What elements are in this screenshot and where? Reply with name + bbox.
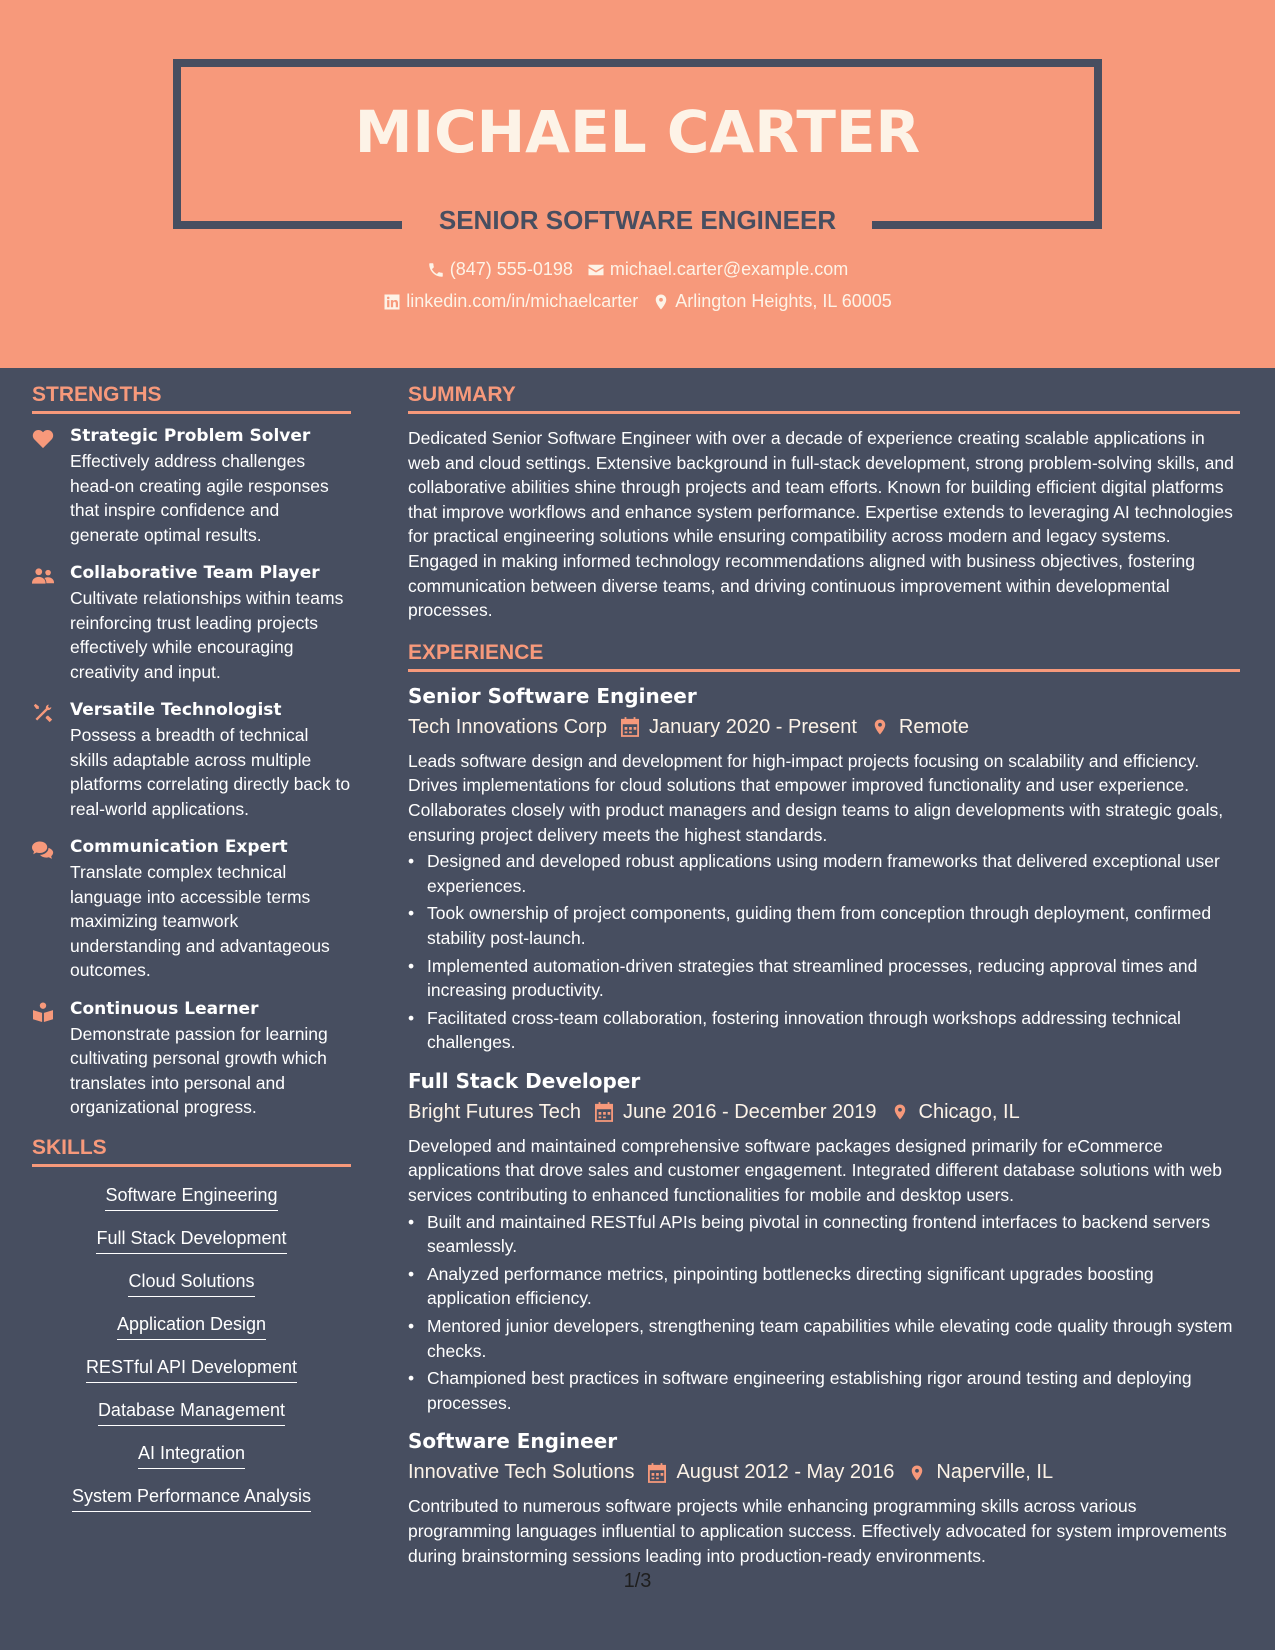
envelope-icon [587, 261, 605, 279]
heart-icon [32, 429, 54, 449]
phone-icon [427, 261, 445, 279]
email-text: michael.carter@example.com [609, 259, 849, 279]
calendar-icon [595, 1102, 613, 1122]
skill-item: RESTful API Development [86, 1357, 297, 1383]
candidate-name: MICHAEL CARTER [354, 98, 921, 166]
location-text: Arlington Heights, IL 60005 [675, 291, 892, 311]
strength-item [32, 426, 351, 547]
header-banner [0, 0, 1275, 368]
bullet-item: • Implemented automation-driven strategies that streamlined processes, reducing approval times and increasing productivity. [408, 954, 1240, 1003]
strength-item [32, 999, 351, 1120]
job-desc: Developed and maintained comprehensive software packages designed primarily for eCommerce applications that drove sales and customer engagement. Integrated different database solutions with web services contributing to enhanced functionalities for mobile and desktop users. [408, 1135, 1222, 1206]
strength-title: Versatile Technologist [70, 700, 282, 720]
contact-location [652, 291, 891, 312]
bullet-item: • Took ownership of project components, guiding them from conception through deployment, confirmed stability post-launch. [408, 901, 1240, 950]
job-location: Naperville, IL [936, 1461, 1054, 1484]
strength-title: Collaborative Team Player [70, 563, 320, 583]
job-entry [408, 1069, 1240, 1416]
map-pin-icon [908, 1463, 926, 1483]
skill-item: Application Design [117, 1314, 266, 1340]
right-column [408, 383, 1240, 1578]
job-meta [408, 716, 1240, 739]
job-role: Senior Software Engineer [408, 683, 697, 708]
job-location: Chicago, IL [918, 1100, 1020, 1123]
job-entry [408, 1429, 1240, 1568]
bullet-item: • Built and maintained RESTful APIs being pivotal in connecting frontend interfaces to backend servers seamlessly. [408, 1210, 1240, 1259]
skill-item: Full Stack Development [96, 1228, 286, 1254]
job-meta [408, 1101, 1240, 1124]
job-desc: Leads software design and development for high-impact projects focusing on scalability and efficiency. Drives implementations for cloud solutions that empower improved functionality and user experience. Collaborates closely with product managers and design teams to align developments with strategic goals, ensuring project delivery meets the highest standards. [408, 750, 1224, 845]
contact-phone[interactable] [427, 259, 573, 280]
contact-email[interactable] [587, 259, 848, 280]
strength-desc: Effectively address challenges head-on creating agile responses that inspire confidence and generate optimal results. [70, 451, 329, 545]
strength-title: Communication Expert [70, 837, 288, 857]
skill-item: Database Management [98, 1400, 285, 1426]
map-pin-icon [652, 293, 670, 311]
skill-item: Cloud Solutions [128, 1271, 254, 1297]
contact-linkedin[interactable] [383, 291, 638, 312]
calendar-icon [648, 1463, 666, 1483]
page-number: 1/3 [623, 1570, 652, 1592]
job-desc: Contributed to numerous software projects while enhancing programming skills across various programming languages influential to application success. Effectively advocated for system improvements during brainstorming sessions leading into production-ready environments. [408, 1496, 1227, 1566]
skill-item: Software Engineering [105, 1185, 277, 1211]
learner-icon [32, 1002, 54, 1022]
linkedin-text: linkedin.com/in/michaelcarter [406, 291, 639, 311]
contact-row-1 [0, 259, 1275, 280]
contact-row-2 [0, 291, 1275, 312]
map-pin-icon [871, 717, 889, 737]
job-dates: August 2012 - May 2016 [676, 1461, 895, 1484]
skills-heading: SKILLS [32, 1136, 351, 1167]
job-company: Bright Futures Tech [408, 1100, 582, 1123]
left-column [32, 383, 351, 1529]
job-dates: June 2016 - December 2019 [623, 1100, 877, 1123]
job-role: Full Stack Developer [408, 1068, 641, 1093]
strength-item [32, 837, 351, 983]
job-location: Remote [898, 715, 969, 738]
strength-title: Strategic Problem Solver [70, 426, 311, 446]
strength-title: Continuous Learner [70, 998, 259, 1019]
summary-text: Dedicated Senior Software Engineer with over a decade of experience creating scalable applications in web and cloud settings. Extensive background in full-stack development, strong problem-solving skills, and collaborative abilities shine through projects and team efforts. Known for building efficient digital platforms that improve workflows and enhance system performance. Expertise extends to leveraging AI technologies for practical engineering solutions while ensuring compatibility across modern and legacy systems. Engaged in making informed technology recommendations aligned with business objectives, fostering communication between diverse teams, and driving continuous improvement within developmental processes. [408, 428, 1234, 621]
bullet-item: • Analyzed performance metrics, pinpointing bottlenecks directing significant upgrades boosting application efficiency. [408, 1262, 1240, 1311]
job-title: SENIOR SOFTWARE ENGINEER [438, 205, 837, 235]
strength-item [32, 563, 351, 684]
phone-text: (847) 555-0198 [449, 259, 573, 279]
strength-desc: Demonstrate passion for learning cultivating personal growth which translates into personal and organizational progress. [70, 1023, 328, 1117]
map-pin-icon [891, 1102, 909, 1122]
job-meta [408, 1461, 1240, 1484]
summary-heading: SUMMARY [408, 383, 1240, 414]
calendar-icon [621, 717, 639, 737]
tools-icon [32, 703, 54, 723]
strengths-heading: STRENGTHS [32, 383, 351, 414]
experience-heading: EXPERIENCE [408, 641, 1240, 672]
skill-item: System Performance Analysis [72, 1486, 311, 1512]
bullet-item: • Mentored junior developers, strengthening team capabilities while elevating code quality through system checks. [408, 1314, 1240, 1363]
job-entry [408, 684, 1240, 1055]
users-icon [32, 566, 54, 586]
job-company: Innovative Tech Solutions [408, 1461, 635, 1484]
strength-desc: Cultivate relationships within teams reinforcing trust leading projects effectively while encouraging creativity and input. [70, 588, 344, 682]
linkedin-icon [383, 293, 401, 311]
skills-list [32, 1179, 351, 1512]
skill-item: AI Integration [138, 1443, 245, 1469]
bullet-item: • Designed and developed robust applications using modern frameworks that delivered exceptional user experiences. [408, 849, 1240, 898]
comments-icon [32, 840, 54, 860]
job-dates: January 2020 - Present [649, 715, 857, 738]
job-bullets [408, 849, 1240, 1055]
job-role: Software Engineer [408, 1429, 618, 1454]
strength-desc: Possess a breadth of technical skills adaptable across multiple platforms correlating directly back to real-world applications. [70, 725, 351, 819]
job-bullets [408, 1210, 1240, 1416]
bullet-item: • Facilitated cross-team collaboration, fostering innovation through workshops addressing technical challenges. [408, 1006, 1240, 1055]
bullet-item: • Championed best practices in software engineering establishing rigor around testing and deploying processes. [408, 1366, 1240, 1415]
strength-desc: Translate complex technical language into accessible terms maximizing teamwork understanding and advantageous outcomes. [70, 862, 330, 980]
job-company: Tech Innovations Corp [408, 715, 608, 738]
strength-item [32, 700, 351, 821]
